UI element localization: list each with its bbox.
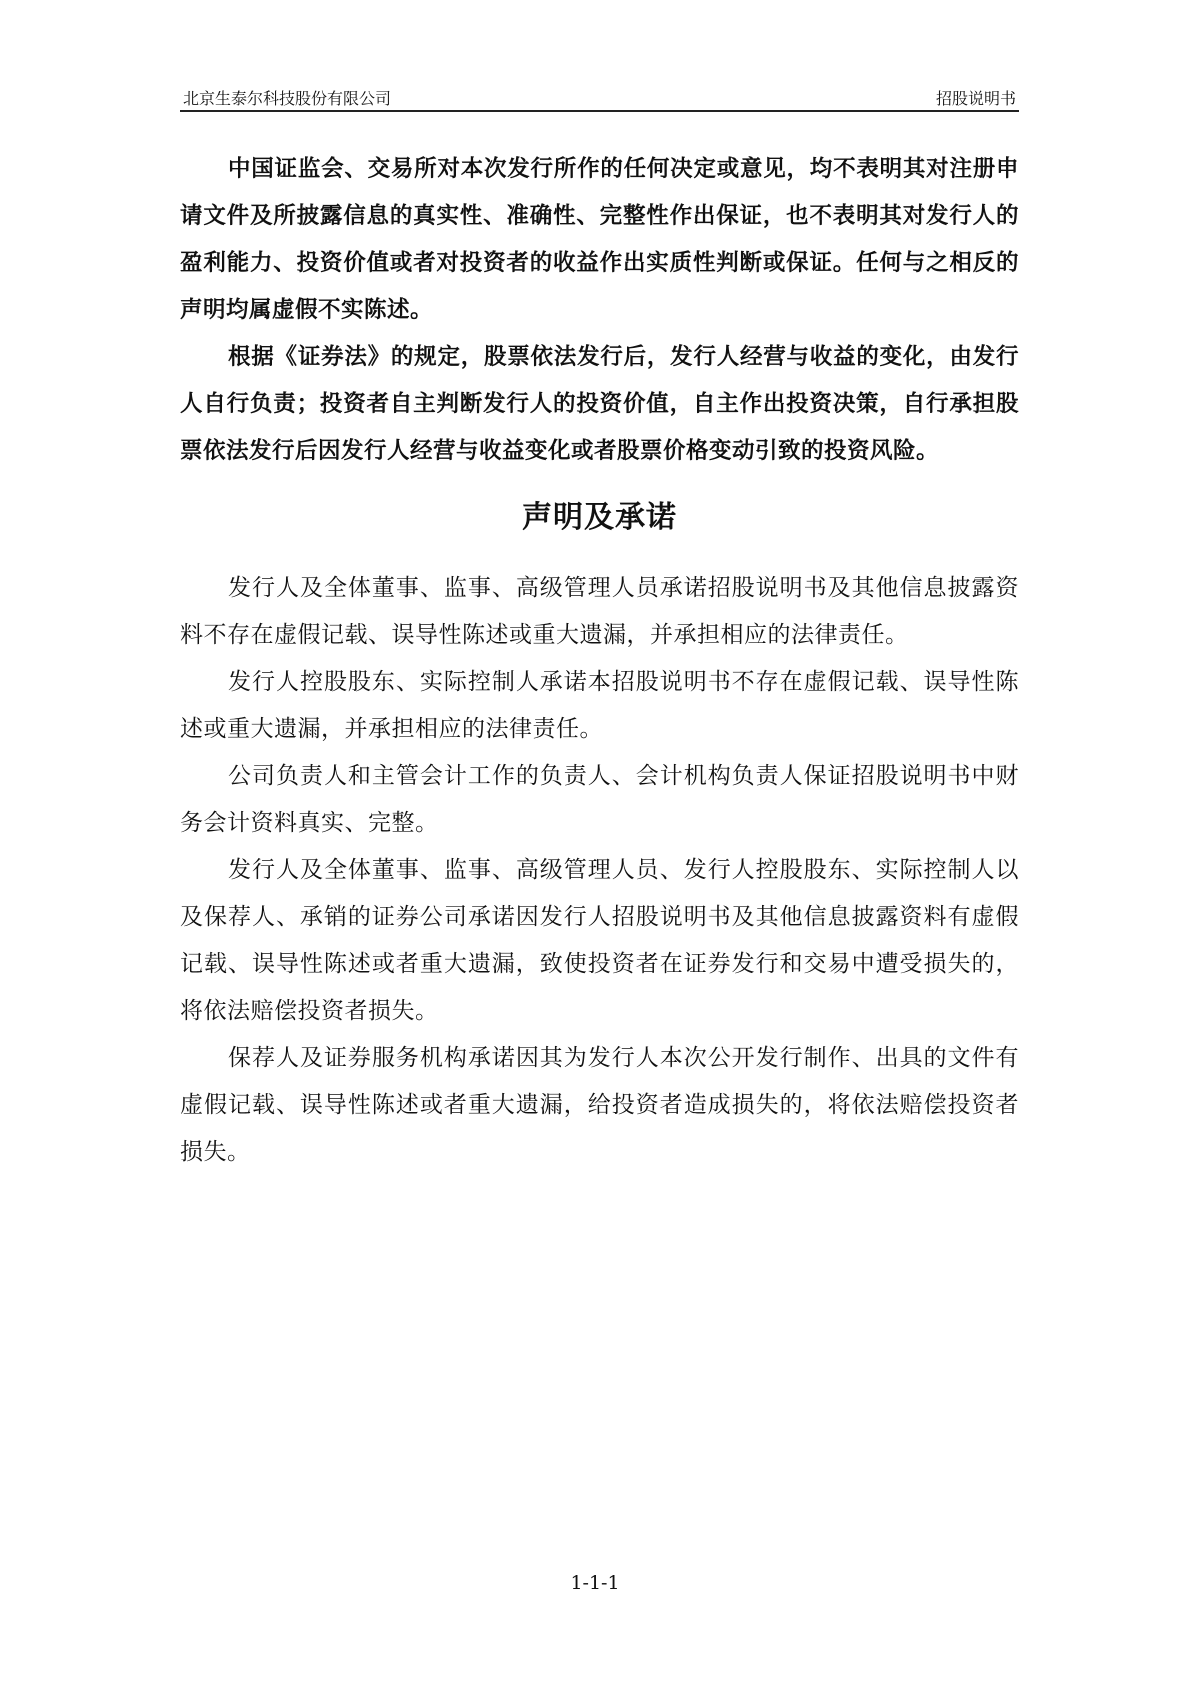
header-company-name: 北京生泰尔科技股份有限公司 [183, 89, 392, 108]
page-number: 1-1-1 [570, 1572, 620, 1594]
declaration-paragraph-4: 发行人及全体董事、监事、高级管理人员、发行人控股股东、实际控制人以及保荐人、承销的证券公司承诺因发行人招股说明书及其他信息披露资料有虚假记载、误导性陈述或者重大遗漏，致使投资者在证券发行和交易中遭受损失的，将依法赔偿投资者损失。 [180, 857, 1019, 1024]
page-header [180, 80, 1019, 112]
section-title: 声明及承诺 [522, 500, 677, 535]
declaration-paragraph-2: 发行人控股股东、实际控制人承诺本招股说明书不存在虚假记载、误导性陈述或重大遗漏，并承担相应的法律责任。 [180, 669, 1019, 742]
declaration-paragraph-1: 发行人及全体董事、监事、高级管理人员承诺招股说明书及其他信息披露资料不存在虚假记载、误导性陈述或重大遗漏，并承担相应的法律责任。 [180, 575, 1019, 648]
declaration-paragraph-3: 公司负责人和主管会计工作的负责人、会计机构负责人保证招股说明书中财务会计资料真实、完整。 [180, 763, 1019, 836]
page-content [180, 146, 1019, 1176]
notice-paragraph-2: 根据《证券法》的规定，股票依法发行后，发行人经营与收益的变化，由发行人自行负责；投资者自主判断发行人的投资价值，自主作出投资决策，自行承担股票依法发行后因发行人经营与收益变化或者股票价格变动引致的投资风险。 [180, 344, 1019, 464]
declaration-paragraph-5: 保荐人及证券服务机构承诺因其为发行人本次公开发行制作、出具的文件有虚假记载、误导性陈述或者重大遗漏，给投资者造成损失的，将依法赔偿投资者损失。 [180, 1045, 1019, 1165]
notice-paragraph-1: 中国证监会、交易所对本次发行所作的任何决定或意见，均不表明其对注册申请文件及所披露信息的真实性、准确性、完整性作出保证，也不表明其对发行人的盈利能力、投资价值或者对投资者的收益作出实质性判断或保证。任何与之相反的声明均属虚假不实陈述。 [180, 156, 1019, 323]
header-document-type: 招股说明书 [935, 89, 1016, 108]
